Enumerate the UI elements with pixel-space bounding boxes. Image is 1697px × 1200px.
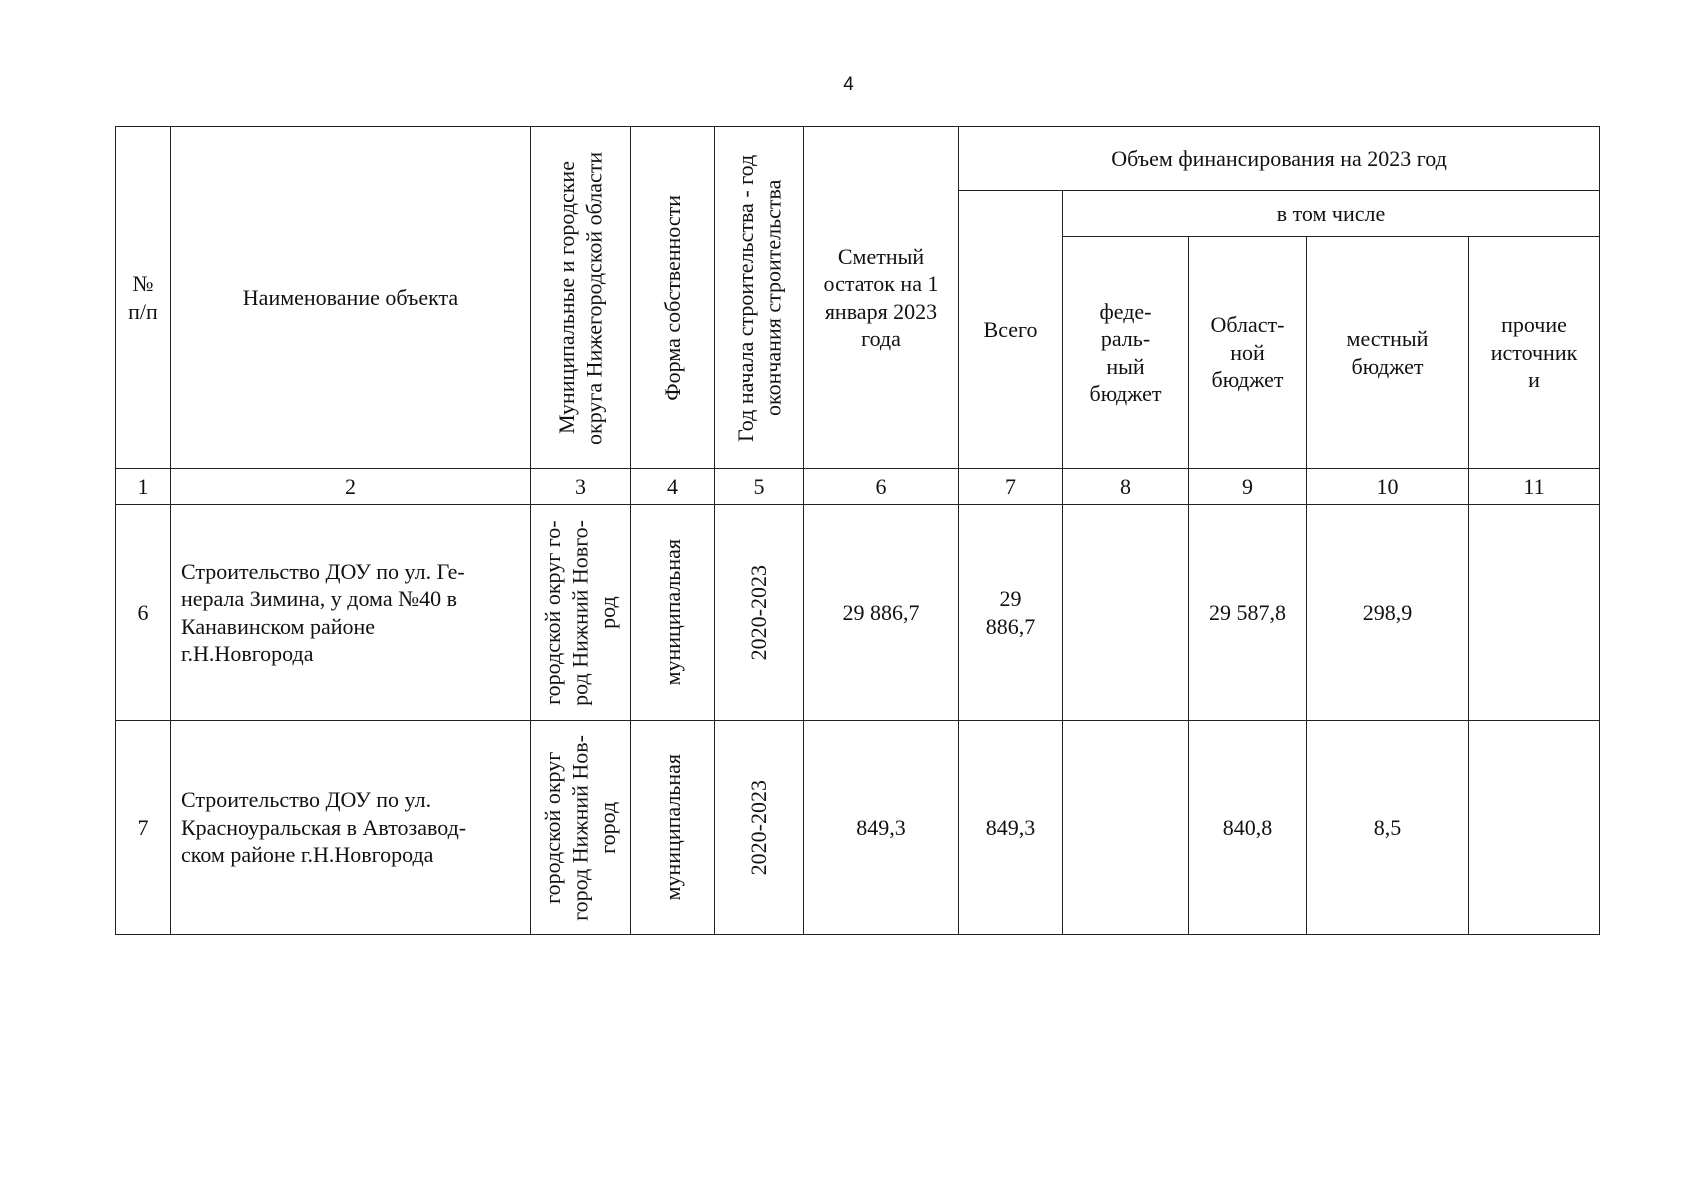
row-ownership-text: муниципальная <box>659 539 685 686</box>
header-municipal <box>531 127 631 469</box>
column-number: 11 <box>1469 469 1600 505</box>
header-name: Наименование объекта <box>171 127 531 469</box>
row-other <box>1469 721 1600 935</box>
row-total: 849,3 <box>959 721 1063 935</box>
row-total: 29 886,7 <box>959 505 1063 721</box>
table-row <box>116 721 1600 935</box>
header-financing: Объем финансирования на 2023 год <box>959 127 1600 191</box>
column-number: 2 <box>171 469 531 505</box>
column-number: 3 <box>531 469 631 505</box>
header-years-text: Год начала строительства - год окончания строительства <box>732 153 785 442</box>
row-ownership <box>631 721 715 935</box>
row-years <box>715 505 804 721</box>
column-number: 8 <box>1063 469 1189 505</box>
header-municipal-text: Муниципальные и городские округа Нижегородской области <box>554 150 607 445</box>
header-including: в том числе <box>1063 191 1600 237</box>
row-municipal <box>531 721 631 935</box>
row-remainder: 849,3 <box>804 721 959 935</box>
row-num: 7 <box>116 721 171 935</box>
header-ownership-text: Форма собственности <box>659 194 685 401</box>
row-ownership <box>631 505 715 721</box>
header-federal: феде- раль- ный бюджет <box>1063 237 1189 469</box>
row-years-text: 2020-2023 <box>746 779 772 876</box>
table-row <box>116 505 1600 721</box>
row-ownership-text: муниципальная <box>659 754 685 901</box>
header-ownership <box>631 127 715 469</box>
header-other: прочие источник и <box>1469 237 1600 469</box>
row-federal <box>1063 721 1189 935</box>
page-number: 4 <box>843 74 854 95</box>
object-name: Строительство ДОУ по ул. Красноуральская в Автозавод- ском районе г.Н.Новгорода <box>171 721 531 935</box>
column-number-row <box>116 469 1600 505</box>
header-years <box>715 127 804 469</box>
column-number: 9 <box>1189 469 1307 505</box>
row-local: 8,5 <box>1307 721 1469 935</box>
row-federal <box>1063 505 1189 721</box>
column-number: 6 <box>804 469 959 505</box>
row-remainder: 29 886,7 <box>804 505 959 721</box>
financing-table <box>115 126 1600 935</box>
object-name: Строительство ДОУ по ул. Ге- нерала Зимина, у дома №40 в Канавинском районе г.Н.Новгорода <box>171 505 531 721</box>
header-local: местный бюджет <box>1307 237 1469 469</box>
row-num: 6 <box>116 505 171 721</box>
row-regional: 29 587,8 <box>1189 505 1307 721</box>
row-municipal-text: городской округ город Нижний Нов- город <box>540 734 621 921</box>
header-remainder: Сметный остаток на 1 января 2023 года <box>804 127 959 469</box>
row-regional: 840,8 <box>1189 721 1307 935</box>
column-number: 5 <box>715 469 804 505</box>
row-years-text: 2020-2023 <box>746 564 772 661</box>
column-number: 4 <box>631 469 715 505</box>
header-total: Всего <box>959 191 1063 469</box>
row-local: 298,9 <box>1307 505 1469 721</box>
row-municipal <box>531 505 631 721</box>
row-other <box>1469 505 1600 721</box>
column-number: 7 <box>959 469 1063 505</box>
column-number: 10 <box>1307 469 1469 505</box>
row-municipal-text: городской округ го- род Нижний Новго- род <box>540 519 621 706</box>
column-number: 1 <box>116 469 171 505</box>
header-regional: Област- ной бюджет <box>1189 237 1307 469</box>
header-num: № п/п <box>116 127 171 469</box>
row-years <box>715 721 804 935</box>
